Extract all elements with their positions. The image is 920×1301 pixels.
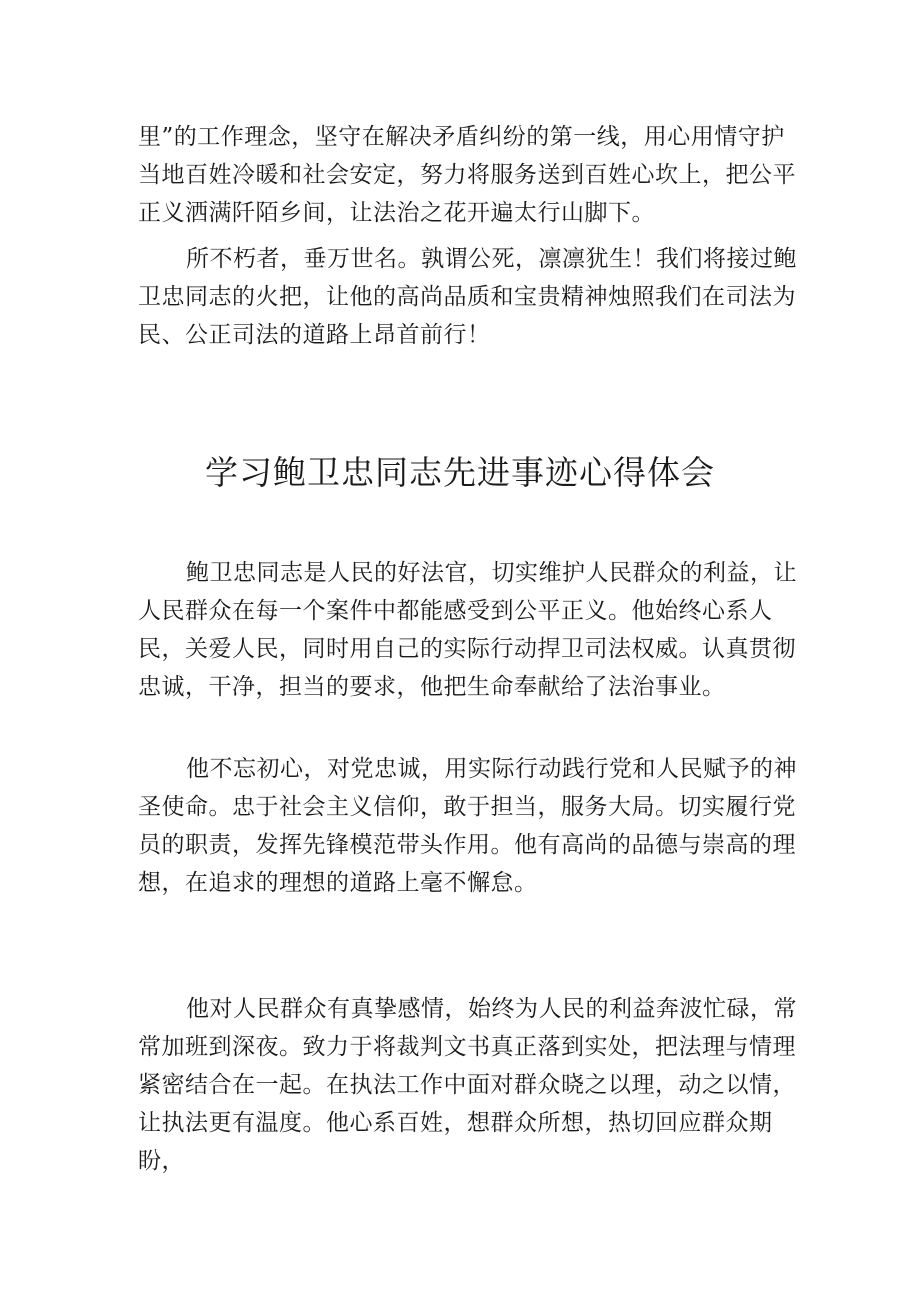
document-title: 学习鲍卫忠同志先进事迹心得体会 — [205, 453, 715, 492]
body-paragraph-1: 鲍卫忠同志是人民的好法官，切实维护人民群众的利益，让人民群众在每一个案件中都能感受到公平正义。他始终心系人民，关爱人民，同时用自己的实际行动捍卫司法权威。认真贯彻忠诚，干净，担当的要求，他把生命奉献给了法治事业。 — [138, 560, 797, 700]
closing-paragraph: 所不朽者，垂万世名。孰谓公死，凛凛犹生！我们将接过鲍卫忠同志的火把，让他的高尚品质和宝贵精神烛照我们在司法为民、公正司法的道路上昂首前行！ — [138, 246, 797, 348]
intro-paragraph: 里”的工作理念，坚守在解决矛盾纠纷的第一线，用心用情守护当地百姓冷暖和社会安定，努力将服务送到百姓心坎上，把公平正义洒满阡陌乡间，让法治之花开遍太行山脚下。 — [138, 124, 796, 226]
body-paragraph-2: 他不忘初心，对党忠诚，用实际行动践行党和人民赋予的神圣使命。忠于社会主义信仰，敢于担当，服务大局。切实履行党员的职责，发挥先锋模范带头作用。他有高尚的品德与崇高的理想，在追求的理想的道路上毫不懈怠。 — [138, 756, 797, 896]
body-paragraph-3: 他对人民群众有真挚感情，始终为人民的利益奔波忙碌，常常加班到深夜。致力于将裁判文书真正落到实处，把法理与情理紧密结合在一起。在执法工作中面对群众晓之以理，动之以情，让执法更有温度。他心系百姓，想群众所想，热切回应群众期盼， — [138, 996, 797, 1174]
